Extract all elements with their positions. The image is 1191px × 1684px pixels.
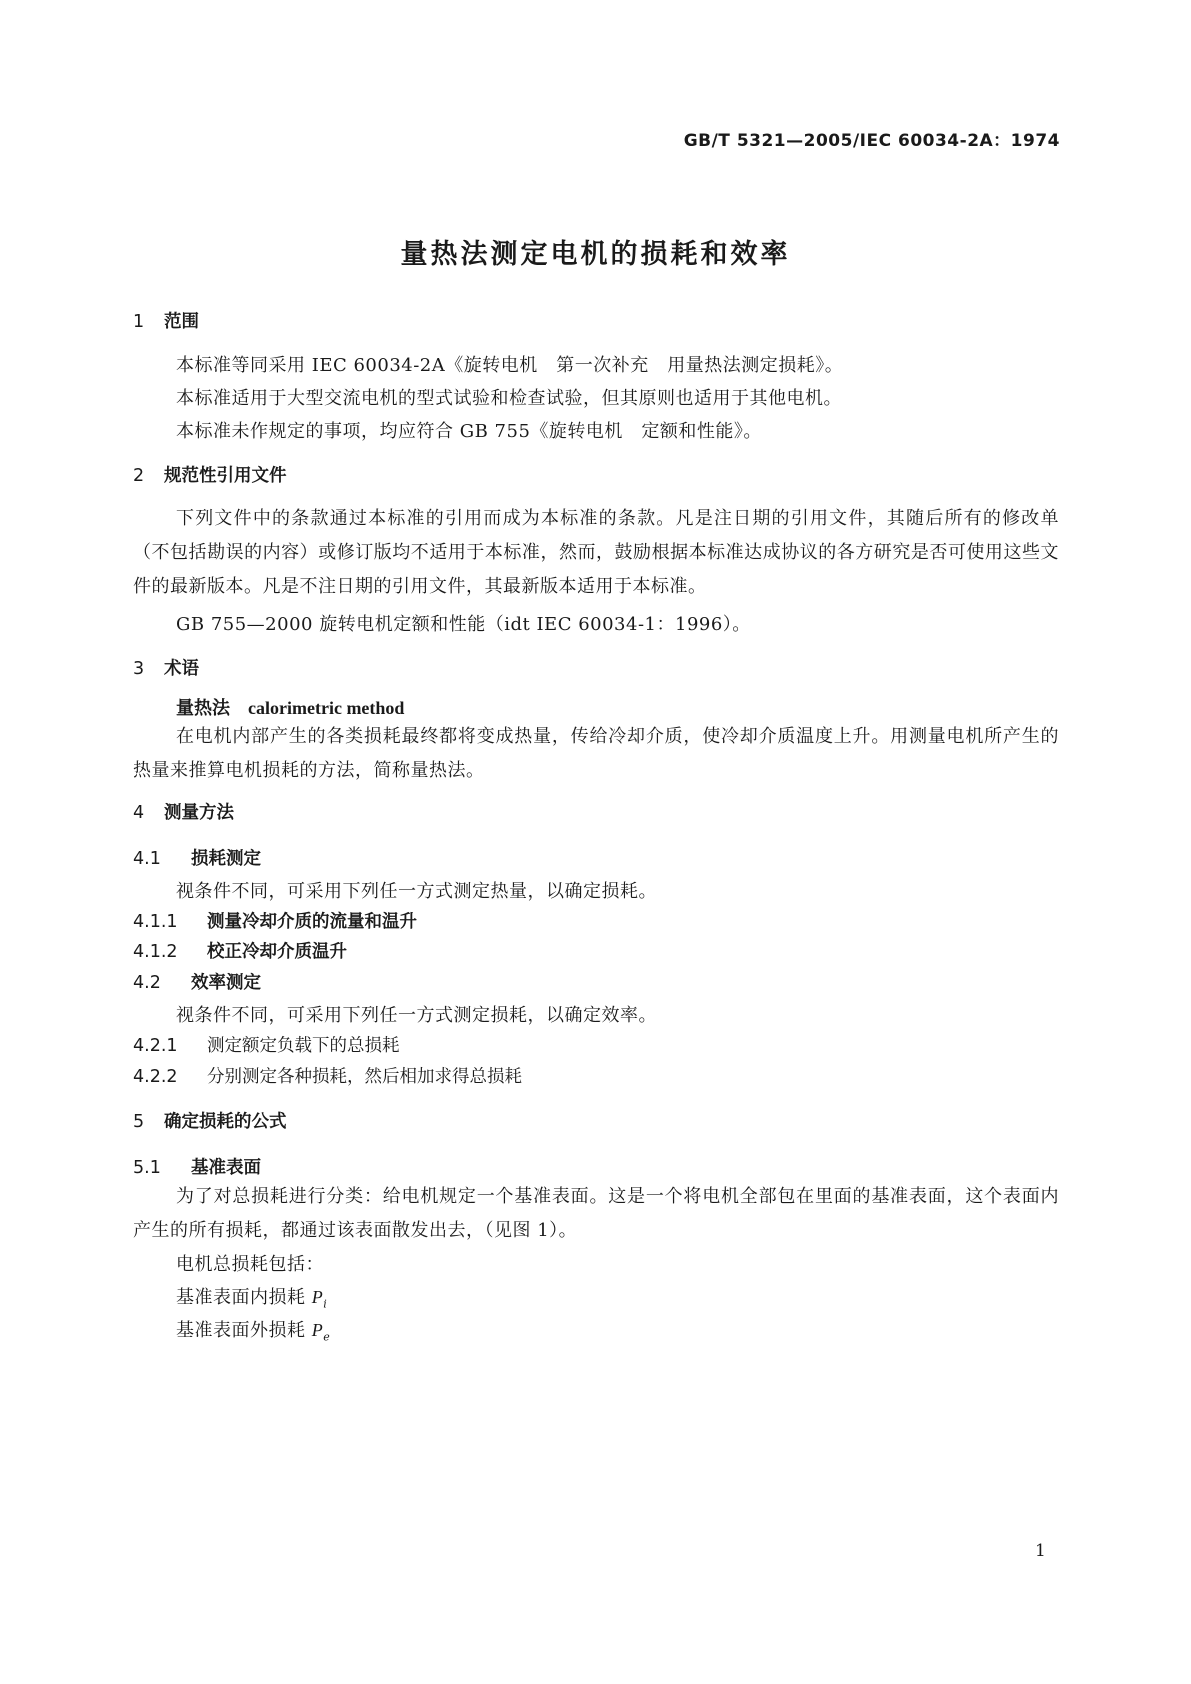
section-2-para-2: GB 755—2000 旋转电机定额和性能（idt IEC 60034-1：1996）。 bbox=[176, 614, 751, 635]
section-1-para-1: 本标准等同采用 IEC 60034-2A《旋转电机 第一次补充 用量热法测定损耗》。 bbox=[176, 355, 844, 376]
page-number: 1 bbox=[1035, 1541, 1046, 1561]
standard-number: GB/T 5321—2005/IEC 60034-2A：1974 bbox=[683, 131, 1060, 151]
section-4-1-2-heading: 4.1.2 校正冷却介质温升 bbox=[133, 942, 347, 962]
section-5-1-para-1: 为了对总损耗进行分类：给电机规定一个基准表面。这是一个将电机全部包在里面的基准表面，这个表面内产生的所有损耗，都通过该表面散发出去，（见图 1）。 bbox=[133, 1186, 1059, 1241]
section-5-1-heading: 5.1 基准表面 bbox=[133, 1158, 261, 1178]
term-calorimetric-method: 量热法 calorimetric method bbox=[176, 698, 405, 719]
section-4-2-2-heading: 4.2.2 分别测定各种损耗，然后相加求得总损耗 bbox=[133, 1067, 522, 1087]
section-5-heading: 5 确定损耗的公式 bbox=[133, 1112, 287, 1132]
section-1-heading: 1 范围 bbox=[133, 312, 199, 332]
section-5-1-para-3: 基准表面内损耗 $P_i$ bbox=[176, 1287, 328, 1311]
section-2-heading: 2 规范性引用文件 bbox=[133, 466, 287, 486]
section-4-2-1-heading: 4.2.1 测定额定负载下的总损耗 bbox=[133, 1036, 400, 1056]
section-3-para-1: 在电机内部产生的各类损耗最终都将变成热量，传给冷却介质，使冷却介质温度上升。用测量电机所产生的热量来推算电机损耗的方法，简称量热法。 bbox=[133, 726, 1059, 781]
section-3-heading: 3 术语 bbox=[133, 659, 199, 679]
document-title: 量热法测定电机的损耗和效率 bbox=[400, 239, 791, 270]
section-4-2-para: 视条件不同，可采用下列任一方式测定损耗，以确定效率。 bbox=[176, 1005, 657, 1026]
section-4-1-para: 视条件不同，可采用下列任一方式测定热量，以确定损耗。 bbox=[176, 881, 657, 902]
section-4-1-heading: 4.1 损耗测定 bbox=[133, 849, 261, 869]
section-5-1-para-4: 基准表面外损耗 $P_e$ bbox=[176, 1320, 331, 1344]
section-5-1-para-2: 电机总损耗包括： bbox=[176, 1254, 324, 1275]
section-4-1-1-heading: 4.1.1 测量冷却介质的流量和温升 bbox=[133, 912, 417, 932]
section-1-para-3: 本标准未作规定的事项，均应符合 GB 755《旋转电机 定额和性能》。 bbox=[176, 421, 762, 442]
section-4-2-heading: 4.2 效率测定 bbox=[133, 973, 261, 993]
section-2-para-1: 下列文件中的条款通过本标准的引用而成为本标准的条款。凡是注日期的引用文件，其随后所有的修改单（不包括勘误的内容）或修订版均不适用于本标准，然而，鼓励根据本标准达成协议的各方研究是否可使用这些文件的最新版本。凡是不注日期的引用文件，其最新版本适用于本标准。 bbox=[133, 508, 1059, 597]
section-4-heading: 4 测量方法 bbox=[133, 803, 234, 823]
section-1-para-2: 本标准适用于大型交流电机的型式试验和检查试验，但其原则也适用于其他电机。 bbox=[176, 388, 842, 409]
